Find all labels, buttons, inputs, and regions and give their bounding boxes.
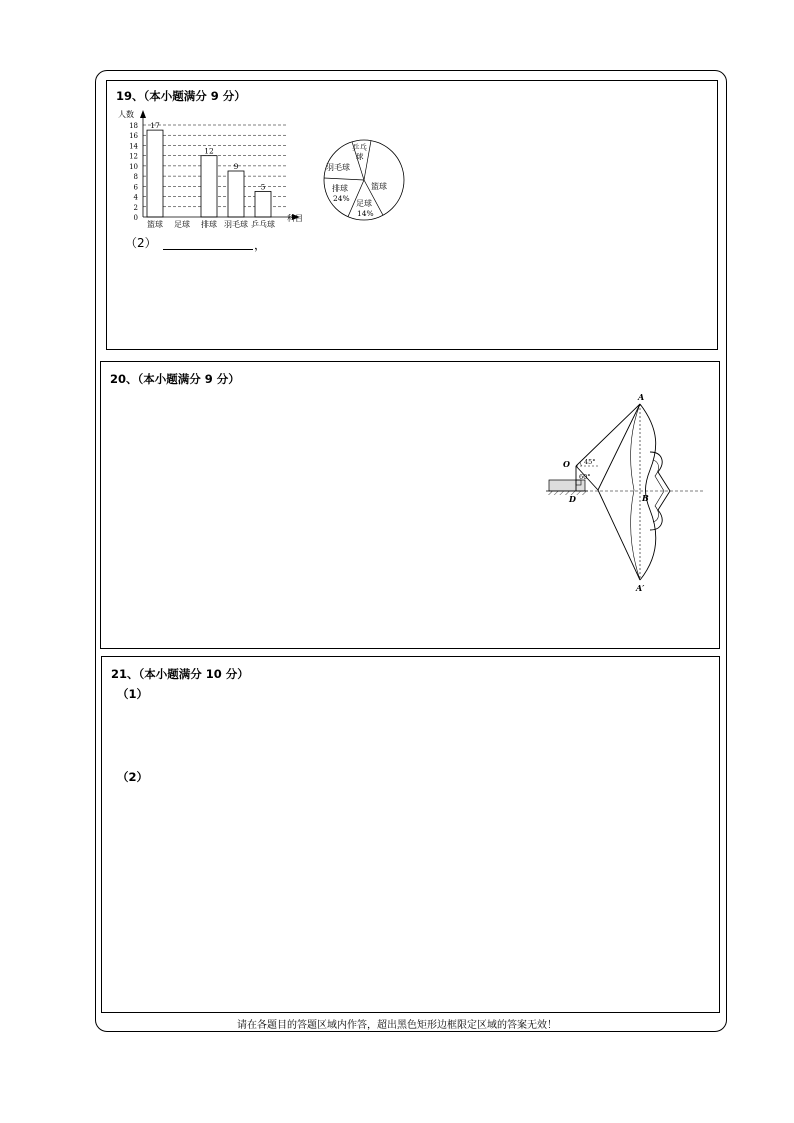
point-label-O: O — [563, 459, 570, 469]
bar-chart-y-ticks — [129, 122, 138, 222]
footer-notice: 请在各题目的答题区域内作答，超出黑色矩形边框限定区域的答案无效！ — [237, 1020, 557, 1031]
point-label-A: A — [638, 392, 645, 402]
y-tick-label: 16 — [129, 132, 138, 141]
x-tick-label: 足球 — [174, 220, 190, 229]
point-label-B: B — [642, 493, 649, 503]
bar-乒乓球 — [255, 191, 271, 217]
pie-slice-label: 排球 — [332, 184, 348, 193]
pie-slice-pct: 14% — [357, 209, 374, 218]
y-tick-label: 4 — [133, 193, 138, 202]
bar-chart — [108, 104, 313, 232]
bar-篮球 — [147, 130, 163, 217]
question-19-part-2-suffix: ， — [254, 238, 267, 252]
pie-slice-label: 乒乓 — [352, 143, 367, 152]
umbrella-inner-curve — [631, 404, 640, 580]
answer-blank-line[interactable] — [163, 249, 253, 250]
y-tick-label: 14 — [129, 142, 138, 151]
y-tick-label: 6 — [133, 183, 138, 192]
y-tick-label: 2 — [133, 203, 138, 212]
pie-divider — [324, 178, 364, 180]
pie-slice-label: 羽毛球 — [326, 163, 350, 172]
x-tick-label: 排球 — [201, 220, 217, 229]
umbrella-rim — [640, 404, 656, 580]
question-21-part-1: （1） — [117, 687, 149, 701]
geometry-figure — [540, 390, 710, 595]
angle-label-60: 60° — [579, 473, 591, 481]
bar-value-label: 9 — [233, 162, 239, 171]
bar-排球 — [201, 156, 217, 217]
x-tick-label: 羽毛球 — [224, 220, 248, 229]
bar-chart-x-labels — [147, 219, 275, 229]
y-tick-label: 12 — [129, 152, 138, 161]
x-axis-label: 科目 — [287, 214, 303, 223]
angle-arc — [580, 462, 582, 466]
pie-chart — [316, 137, 416, 225]
point-label-D: D — [569, 494, 576, 504]
x-tick-label: 乒乓球 — [251, 220, 275, 229]
pie-slice-label: 足球 — [356, 199, 372, 208]
bar-value-label: 5 — [260, 182, 266, 192]
pie-slice-label — [352, 142, 367, 161]
bar-羽毛球 — [228, 171, 244, 217]
bar-value-label: 17 — [150, 121, 160, 131]
question-19-title: 19、（本小题满分 9 分） — [116, 89, 246, 103]
bar-value-label: 12 — [204, 146, 214, 156]
pie-slice-pct: 24% — [333, 194, 350, 203]
y-tick-label: 0 — [133, 214, 138, 222]
cone-edge-upper — [598, 404, 640, 490]
y-axis-arrow — [140, 110, 146, 118]
pie-slice-label: 篮球 — [371, 182, 387, 191]
cone-edge-lower — [598, 490, 640, 580]
x-tick-label: 篮球 — [147, 220, 163, 229]
y-tick-label: 10 — [129, 162, 138, 171]
y-tick-label: 18 — [129, 122, 138, 130]
angle-label-45: 45° — [584, 458, 596, 466]
question-21-title: 21、（本小题满分 10 分） — [111, 667, 249, 681]
point-label-A-prime: A′ — [636, 583, 645, 593]
question-21-part-2: （2） — [117, 770, 149, 784]
question-19-part-2-label: （2） — [125, 236, 157, 250]
ground-hatch — [548, 491, 586, 495]
y-axis-label: 人数 — [118, 110, 134, 119]
question-20-title: 20、（本小题满分 9 分） — [110, 372, 240, 386]
bar-chart-bars — [147, 130, 271, 217]
question-21-box — [101, 656, 720, 1013]
support-beam — [549, 480, 585, 491]
pie-slice-label: 球 — [356, 152, 364, 161]
y-tick-label: 8 — [133, 173, 138, 182]
